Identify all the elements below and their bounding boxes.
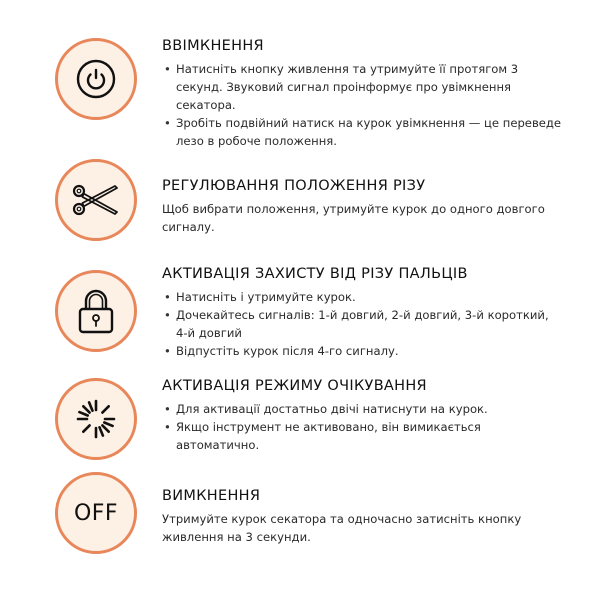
list-item: • Зробіть подвійний натиск на курок увімкнення — це переведе лезо в робоче положення. bbox=[162, 114, 562, 150]
bullet-list bbox=[162, 400, 562, 454]
loading-spinner-icon bbox=[74, 397, 118, 441]
section-title: ВИМКНЕННЯ bbox=[162, 488, 261, 504]
scissors-icon bbox=[71, 180, 121, 220]
section-title: АКТИВАЦІЯ РЕЖИМУ ОЧІКУВАННЯ bbox=[162, 378, 427, 394]
list-item: • Натисніть кнопку живлення та утримуйте її протягом 3 секунд. Звуковий сигнал проінформує про увімкнення секатора. bbox=[162, 60, 562, 114]
section-text: Утримуйте курок секатора та одночасно затисніть кнопку живлення на 3 секунди. bbox=[162, 512, 522, 544]
padlock-icon-badge bbox=[55, 270, 137, 352]
power-icon-badge bbox=[55, 38, 137, 120]
spinner-icon-badge bbox=[55, 378, 137, 460]
list-item: • Натисніть і утримуйте курок. bbox=[162, 288, 562, 306]
bullet-list bbox=[162, 60, 562, 150]
section-text: Щоб вибрати положення, утримуйте курок до одного довгого сигналу. bbox=[162, 202, 545, 234]
scissors-icon-badge bbox=[55, 159, 137, 241]
power-icon bbox=[74, 57, 118, 101]
section-title: АКТИВАЦІЯ ЗАХИСТУ ВІД РІЗУ ПАЛЬЦІВ bbox=[162, 266, 468, 282]
section-title: РЕГУЛЮВАННЯ ПОЛОЖЕННЯ РІЗУ bbox=[162, 178, 426, 194]
list-item: • Якщо інструмент не активовано, він вимикається автоматично. bbox=[162, 418, 562, 454]
list-item: • Відпустіть курок після 4-го сигналу. bbox=[162, 342, 562, 360]
padlock-icon bbox=[76, 287, 116, 335]
list-item: • Дочекайтесь сигналів: 1-й довгий, 2-й довгий, 3-й короткий, 4-й довгий bbox=[162, 306, 562, 342]
section-title: ВВІМКНЕННЯ bbox=[162, 38, 264, 54]
off-icon: OFF bbox=[73, 500, 119, 526]
bullet-list bbox=[162, 288, 562, 360]
list-item: • Для активації достатньо двічі натиснути на курок. bbox=[162, 400, 562, 418]
off-icon-badge bbox=[55, 472, 137, 554]
